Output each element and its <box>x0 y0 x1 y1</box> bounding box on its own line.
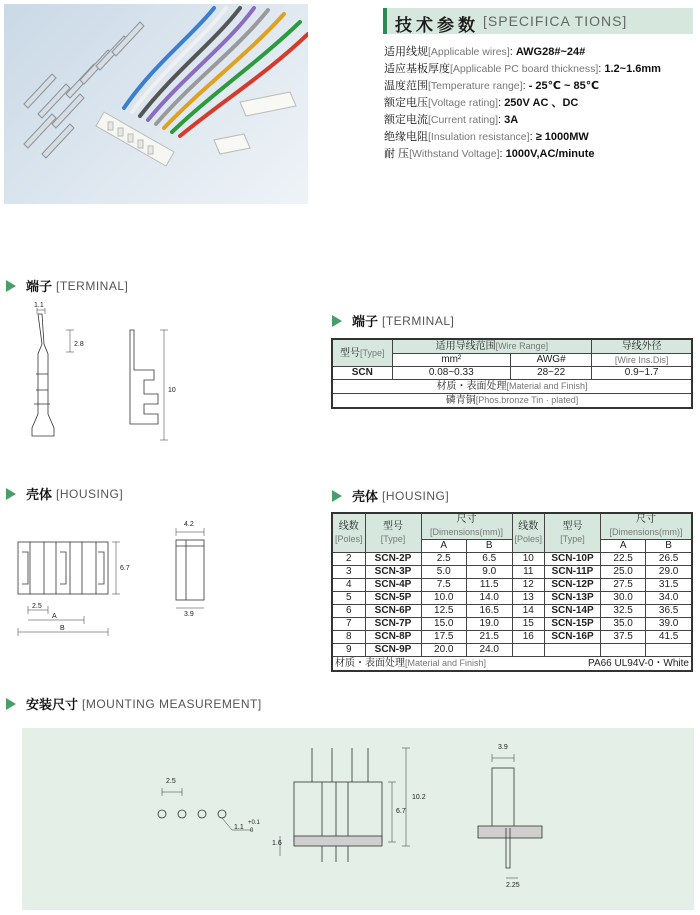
spec-label-en: [Current rating] <box>428 114 499 126</box>
table-cell: 7.5 <box>421 579 466 592</box>
table-cell: 25.0 <box>601 566 646 579</box>
header-en: [Poles] <box>514 533 543 544</box>
section-title-zh: 安装尺寸 <box>26 697 79 712</box>
housing-dim-a: A <box>52 613 57 620</box>
terminal-drawing <box>8 300 208 450</box>
table-cell: 7 <box>332 618 365 631</box>
header-zh: 型号 <box>383 520 404 532</box>
table-row <box>332 618 692 631</box>
table-cell: SCN-8P <box>365 631 421 644</box>
table-cell: 11.5 <box>467 579 513 592</box>
table-row <box>332 394 692 409</box>
spec-label-en: [Voltage rating] <box>428 97 499 109</box>
housing-dim-bottom: 3.9 <box>184 611 194 618</box>
spec-sep: : <box>509 46 513 58</box>
header-zh: 导线外径 <box>621 340 662 352</box>
table-header-cell: B <box>646 540 692 553</box>
table-cell: 0.08~0.33 <box>392 367 511 380</box>
header-zh: 型号 <box>562 520 583 532</box>
header-zh: 尺寸 <box>456 514 477 525</box>
mounting-drawing <box>22 728 694 910</box>
table-cell <box>545 644 601 657</box>
table-cell: 36.5 <box>646 605 692 618</box>
table-header-cell <box>392 339 592 354</box>
table-cell: SCN-6P <box>365 605 421 618</box>
material-zh: 材质・表面处理 <box>436 381 507 392</box>
table-cell: 6 <box>332 605 365 618</box>
table-cell <box>601 644 646 657</box>
table-row <box>332 553 692 566</box>
table-row <box>332 631 692 644</box>
table-cell: 11 <box>512 566 545 579</box>
table-cell: 35.0 <box>601 618 646 631</box>
table-cell: 39.0 <box>646 618 692 631</box>
spec-label-en: [Insulation resistance] <box>428 131 530 143</box>
table-header-row <box>332 339 692 354</box>
spec-title-zh: 技术参数 <box>395 16 479 35</box>
table-row <box>332 380 692 394</box>
section-terminal-right <box>332 311 454 329</box>
mount-dim-top: 3.9 <box>498 744 508 751</box>
product-photo <box>4 4 308 204</box>
mount-dim-tol-minus: 0 <box>250 828 254 834</box>
table-cell: 27.5 <box>601 579 646 592</box>
table-cell: 6.5 <box>467 553 513 566</box>
table-row <box>332 605 692 618</box>
section-housing-right <box>332 486 449 504</box>
table-cell: 41.5 <box>646 631 692 644</box>
spec-sep: : <box>598 63 602 75</box>
table-cell: SCN-5P <box>365 592 421 605</box>
section-title-en: [MOUNTING MEASUREMENT] <box>82 696 262 711</box>
material-en: [Material and Finish] <box>506 381 588 391</box>
table-cell: 22.5 <box>601 553 646 566</box>
table-cell: SCN-9P <box>365 644 421 657</box>
spec-label-zh: 额定电流 <box>384 114 428 126</box>
table-row <box>332 657 692 672</box>
terminal-table <box>331 338 693 409</box>
section-housing-left <box>6 484 123 502</box>
triangle-bullet-icon <box>332 315 342 327</box>
terminal-dim-length: 10 <box>168 387 176 394</box>
material-value-cell <box>332 394 692 409</box>
table-cell: 15.0 <box>421 618 466 631</box>
header-zh: 型号 <box>339 347 360 359</box>
housing-dim-top: 4.2 <box>184 521 194 528</box>
table-header-cell: A <box>421 540 466 553</box>
table-header-cell <box>512 513 545 553</box>
spec-row <box>384 129 700 146</box>
table-cell <box>646 644 692 657</box>
header-en: [Dimensions(mm)] <box>430 527 504 537</box>
spec-row <box>384 112 700 129</box>
header-zh: 线数 <box>518 520 539 532</box>
spec-row <box>384 146 700 163</box>
mount-dim-h2: 10.2 <box>412 794 426 801</box>
table-cell: 12.5 <box>421 605 466 618</box>
header-en: [Type] <box>380 533 406 544</box>
table-header-cell: AWG# <box>511 354 592 367</box>
table-cell: 9 <box>332 644 365 657</box>
table-cell: 2 <box>332 553 365 566</box>
section-title-zh: 端子 <box>352 314 379 329</box>
table-cell: 13 <box>512 592 545 605</box>
table-cell: SCN-2P <box>365 553 421 566</box>
housing-dim-height: 6.7 <box>120 565 130 572</box>
spec-value: - 25℃ ~ 85℃ <box>528 80 600 92</box>
spec-sep: : <box>522 80 526 92</box>
table-header-row <box>332 513 692 540</box>
material-zh: 材质・表面处理 <box>335 658 405 669</box>
table-header-cell <box>421 513 512 540</box>
section-title-zh: 端子 <box>26 279 53 294</box>
table-cell: 37.5 <box>601 631 646 644</box>
spec-label-en: [Withstand Voltage] <box>409 148 500 160</box>
table-header-cell <box>332 339 392 367</box>
table-cell: 12 <box>512 579 545 592</box>
spec-value: 3A <box>504 114 519 126</box>
table-header-cell <box>365 513 421 553</box>
mount-dim-h1: 6.7 <box>396 808 406 815</box>
header-zh: 尺寸 <box>636 514 656 525</box>
table-cell: SCN-13P <box>545 592 601 605</box>
material-value-cell: PA66 UL94V-0・White <box>512 657 692 672</box>
header-en: [Type] <box>359 347 385 358</box>
table-cell: 17.5 <box>421 631 466 644</box>
table-cell: SCN <box>332 367 392 380</box>
table-cell: 32.5 <box>601 605 646 618</box>
spec-row <box>384 78 700 95</box>
table-cell: 16 <box>512 631 545 644</box>
mount-dim-hole: 1.1 <box>234 824 244 831</box>
table-cell: SCN-10P <box>545 553 601 566</box>
table-header-cell: A <box>601 540 646 553</box>
table-header-cell <box>601 513 692 540</box>
table-row <box>332 579 692 592</box>
spec-sep: : <box>498 114 502 126</box>
section-title-en: [TERMINAL] <box>56 278 129 293</box>
table-cell: 14.0 <box>467 592 513 605</box>
table-row <box>332 592 692 605</box>
table-cell: 34.0 <box>646 592 692 605</box>
table-row <box>332 644 692 657</box>
housing-dim-b: B <box>60 625 65 632</box>
header-en: [Wire Range] <box>495 341 549 351</box>
header-en: [Type] <box>560 533 585 544</box>
table-header-cell <box>592 339 692 354</box>
section-title-en: [TERMINAL] <box>382 313 455 328</box>
table-cell: 29.0 <box>646 566 692 579</box>
spec-value: 1000V,AC/minute <box>505 148 595 160</box>
spec-label-zh: 温度范围 <box>384 80 428 92</box>
table-cell: 30.0 <box>601 592 646 605</box>
table-row <box>332 566 692 579</box>
spec-row <box>384 44 700 61</box>
section-mounting <box>6 694 262 712</box>
table-cell: SCN-15P <box>545 618 601 631</box>
triangle-bullet-icon <box>332 490 342 502</box>
table-cell: SCN-14P <box>545 605 601 618</box>
spec-title-bar <box>383 8 693 34</box>
table-cell: 21.5 <box>467 631 513 644</box>
table-cell: SCN-12P <box>545 579 601 592</box>
spec-sep: : <box>498 97 502 109</box>
table-cell: 20.0 <box>421 644 466 657</box>
header-en: [Dimensions(mm)] <box>609 527 683 537</box>
table-cell: SCN-16P <box>545 631 601 644</box>
header-en: [Poles] <box>335 533 363 544</box>
table-cell: 8 <box>332 631 365 644</box>
header-zh: 线数 <box>338 520 359 532</box>
spec-label-zh: 绝缘电阻 <box>384 131 428 143</box>
product-photo-illustration <box>4 4 308 204</box>
spec-value: 250V AC 、DC <box>504 97 579 109</box>
table-cell: SCN-4P <box>365 579 421 592</box>
triangle-bullet-icon <box>6 488 16 500</box>
material-label-cell <box>332 657 512 672</box>
terminal-dim-width: 1.1 <box>34 302 44 309</box>
spec-sep: : <box>529 131 533 143</box>
spec-value: AWG28#~24# <box>515 46 586 58</box>
table-cell: SCN-3P <box>365 566 421 579</box>
material-value-en: [Phos.bronze Tin · plated] <box>475 395 579 405</box>
spec-sep: : <box>499 148 503 160</box>
mount-dim-tol-plus: +0.1 <box>248 820 260 826</box>
mount-dim-bottom: 2.25 <box>506 882 520 889</box>
housing-drawing <box>8 512 268 642</box>
table-cell: 16.5 <box>467 605 513 618</box>
section-title-en: [HOUSING] <box>382 488 450 503</box>
table-cell: SCN-7P <box>365 618 421 631</box>
table-cell <box>512 644 545 657</box>
spec-label-zh: 耐 压 <box>384 148 410 160</box>
spec-row <box>384 95 700 112</box>
table-cell: 5.0 <box>421 566 466 579</box>
triangle-bullet-icon <box>6 698 16 710</box>
spec-label-en: [Applicable wires] <box>428 46 510 58</box>
table-cell: 4 <box>332 579 365 592</box>
mounting-panel <box>22 728 694 910</box>
table-cell: 19.0 <box>467 618 513 631</box>
spec-row <box>384 61 700 78</box>
spec-label-en: [Applicable PC board thickness] <box>450 63 599 75</box>
housing-dim-pitch: 2.5 <box>32 603 42 610</box>
table-cell: 26.5 <box>646 553 692 566</box>
table-header-cell: mm² <box>392 354 511 367</box>
material-label-cell <box>332 380 692 394</box>
table-cell: 9.0 <box>467 566 513 579</box>
mount-dim-pitch: 2.5 <box>166 778 176 785</box>
table-header-cell: [Wire Ins.Dis] <box>592 354 692 367</box>
spec-list <box>384 44 700 163</box>
table-header-cell: B <box>467 540 513 553</box>
header-zh: 适用导线范围 <box>435 341 496 352</box>
material-en: [Material and Finish] <box>405 658 487 668</box>
table-cell: 10 <box>512 553 545 566</box>
table-cell: 5 <box>332 592 365 605</box>
table-cell: 2.5 <box>421 553 466 566</box>
table-row <box>332 367 692 380</box>
spec-label-zh: 适应基板厚度 <box>384 63 450 75</box>
spec-label-en: [Temperature range] <box>428 80 523 92</box>
table-cell: 24.0 <box>467 644 513 657</box>
triangle-bullet-icon <box>6 280 16 292</box>
spec-title-en: [SPECIFICA TIONS] <box>483 13 628 29</box>
table-header-cell <box>332 513 365 553</box>
section-title-zh: 壳体 <box>26 487 53 502</box>
table-cell: 3 <box>332 566 365 579</box>
terminal-dim-height: 2.8 <box>74 341 84 348</box>
mount-dim-h3: 1.6 <box>272 840 282 847</box>
table-cell: 31.5 <box>646 579 692 592</box>
table-cell: SCN-11P <box>545 566 601 579</box>
table-header-cell <box>545 513 601 553</box>
section-title-zh: 壳体 <box>352 489 379 504</box>
spec-value: 1.2~1.6mm <box>604 63 661 75</box>
table-cell: 14 <box>512 605 545 618</box>
table-cell: 28~22 <box>511 367 592 380</box>
table-cell: 0.9~1.7 <box>592 367 692 380</box>
table-cell: 10.0 <box>421 592 466 605</box>
section-terminal-left <box>6 276 128 294</box>
spec-value: ≥ 1000MW <box>535 131 589 143</box>
housing-table <box>331 512 693 672</box>
spec-label-zh: 额定电压 <box>384 97 428 109</box>
table-cell: 15 <box>512 618 545 631</box>
section-title-en: [HOUSING] <box>56 486 124 501</box>
spec-label-zh: 适用线规 <box>384 46 428 58</box>
material-value-zh: 磷青铜 <box>445 395 476 406</box>
